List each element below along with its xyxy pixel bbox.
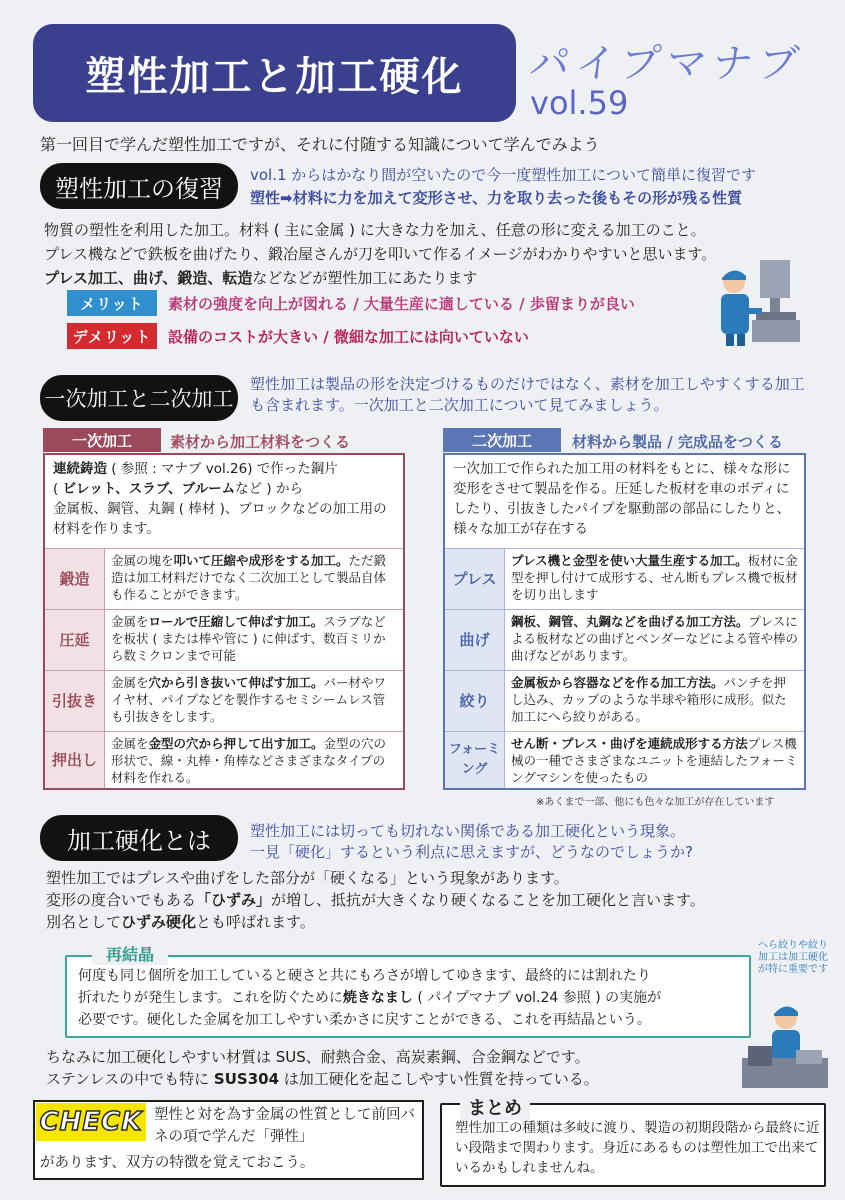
table-row bbox=[445, 731, 804, 788]
row-body bbox=[105, 610, 403, 670]
secondary-processing-panel bbox=[443, 453, 806, 790]
row-pre: 金属を bbox=[111, 614, 149, 629]
intro-line: など ) から bbox=[235, 481, 303, 497]
materials-line: ちなみに加工硬化しやすい材質は SUS、耐熱合金、高炭素鋼、合金鋼などです。 bbox=[46, 1048, 590, 1066]
section-heading-primary-secondary: 一次加工と二次加工 bbox=[40, 375, 238, 421]
row-text: ただ鍛造は加工材料だけでなく二次加工として製品自体も作ることができます。 bbox=[111, 553, 387, 602]
intro-line: ( 参照 : マナブ vol.26) で作った鋼片 bbox=[107, 461, 338, 477]
primary-processing-title: 一次加工 bbox=[43, 428, 161, 452]
materials-line bbox=[46, 1068, 599, 1090]
demerit-badge: デメリット bbox=[67, 323, 157, 349]
secondary-intro: 一次加工で作られた加工用の材料をもとに、様々な形に変形をさせて製品を作る。圧延した板材を車のボディにしたり、引抜きしたパイプを駆動部の部品にしたりと、様々な加工が存在する bbox=[453, 461, 791, 537]
line-post: とも呼ばれます。 bbox=[196, 913, 315, 931]
section-heading-review: 塑性加工の復習 bbox=[40, 163, 238, 209]
recrystallization-label: 再結晶 bbox=[92, 942, 168, 965]
demerit-text: 設備のコストが大きい / 微細な加工には向いていない bbox=[168, 328, 529, 346]
table-row bbox=[45, 609, 403, 670]
strain-hardening-term: ひずみ硬化 bbox=[121, 913, 197, 931]
row-body bbox=[505, 610, 804, 670]
process-list: プレス加工、曲げ、鍛造、転造 bbox=[44, 269, 253, 287]
check-text-continued: があります、双方の特徴を覚えておこう。 bbox=[40, 1155, 315, 1171]
row-label: 引抜き bbox=[45, 671, 105, 731]
row-label: 押出し bbox=[45, 732, 105, 788]
row-text: プレスによる板材などの曲げとベンダーなどによる管や棒の曲げなどがあります。 bbox=[511, 614, 799, 663]
line-pre: 変形の度合いでもある bbox=[46, 891, 197, 909]
primary-secondary-description: 塑性加工は製品の形を決定づけるものだけではなく、素材を加工しやすくする加工も含まれます。一次加工と二次加工について見てみましょう。 bbox=[250, 375, 805, 414]
intro-paren: ( bbox=[53, 481, 63, 497]
annealing-term: 焼きなまし bbox=[342, 990, 413, 1006]
volume-number: vol.59 bbox=[530, 84, 629, 122]
series-name: パイプマナブ bbox=[527, 41, 807, 87]
row-label: 曲げ bbox=[445, 610, 505, 670]
work-hardening-desc-line: 塑性加工には切っても切れない関係である加工硬化という現象。 bbox=[250, 822, 686, 840]
row-body bbox=[505, 732, 804, 788]
row-text: 金型の穴の形状で、線・丸棒・角棒などさまざまなタイプの材料を作れる。 bbox=[111, 736, 387, 785]
intro-text: 第一回目で学んだ塑性加工ですが、それに付随する知識について学んでみよう bbox=[40, 135, 600, 154]
primary-processing-panel bbox=[43, 453, 405, 790]
row-lead: ロールで圧縮して伸ばす加工。 bbox=[148, 614, 324, 629]
row-body bbox=[505, 671, 804, 731]
row-text: 板材に金型を押し付けて成形する、せん断もプレス機で板材を切り出します bbox=[511, 553, 798, 602]
row-lead: 金属板から容器などを作る加工方法。 bbox=[511, 675, 724, 690]
line-pre: 別名として bbox=[46, 913, 122, 931]
table-row bbox=[45, 670, 403, 731]
row-pre: 金属を bbox=[111, 675, 149, 690]
line-post: は加工硬化を起こしやすい性質を持っている。 bbox=[279, 1070, 599, 1088]
intro-line: 金属板、鋼管、丸鋼 ( 棒材 )、ブロックなどの加工用の材料を作ります。 bbox=[53, 501, 387, 537]
primary-processing-subtitle: 素材から加工材料をつくる bbox=[170, 433, 351, 451]
recryst-line: 必要です。硬化した金属を加工しやすい柔かさに戻すことができる、これを再結晶という。 bbox=[78, 1012, 651, 1028]
primary-intro bbox=[45, 455, 403, 548]
row-label: フォーミング bbox=[445, 732, 505, 788]
row-body bbox=[105, 732, 403, 788]
summary-text: 塑性加工の種類は多岐に渡り、製造の初期段階から最終に近い段階まで関わります。身近にあるものは塑性加工で出来ているかもしれませんね。 bbox=[455, 1120, 820, 1176]
merit-badge: メリット bbox=[67, 290, 157, 316]
work-hardening-description bbox=[250, 821, 810, 863]
row-text: パンチを押し込み、カップのような半球や箱形に成形。似た加工にへら絞りがある。 bbox=[511, 675, 787, 724]
row-label: 絞り bbox=[445, 671, 505, 731]
table-row bbox=[45, 548, 403, 609]
row-body bbox=[105, 549, 403, 609]
billet-list: ビレット、スラブ、ブルーム bbox=[62, 481, 236, 497]
merit-text: 素材の強度を向上が図れる / 大量生産に適している / 歩留まりが良い bbox=[168, 295, 635, 313]
row-text: バー材やワイヤ材、パイプなどを製作するセミシームレス管も引抜きをします。 bbox=[111, 675, 387, 724]
line-pre: 折れたりが発生します。これを防ぐために bbox=[78, 990, 343, 1006]
row-lead: 穴から引き抜いて伸ばす加工。 bbox=[148, 675, 324, 690]
row-pre: 金属の塊を bbox=[111, 553, 174, 568]
row-lead: 金型の穴から押して出す加工。 bbox=[148, 736, 324, 751]
recryst-line bbox=[78, 987, 746, 1009]
row-lead: せん断・プレス・曲げを連続成形する方法 bbox=[511, 736, 748, 751]
recryst-line: 何度も同じ個所を加工していると硬さと共にもろさが増してゆきます、最終的には割れたり bbox=[78, 968, 651, 984]
continuous-casting: 連続鋳造 bbox=[53, 461, 107, 477]
row-text: プレス機械の一種でさまざまなユニットを連結したフォーミングマシンを使ったもの bbox=[511, 736, 798, 785]
table-row bbox=[445, 548, 804, 609]
table-row bbox=[445, 609, 804, 670]
work-hardening-line: 塑性加工ではプレスや曲げをした部分が「硬くなる」という現象があります。 bbox=[46, 869, 569, 887]
row-label: 鍛造 bbox=[45, 549, 105, 609]
row-lead: プレス機と金型を使い大量生産する加工。 bbox=[511, 553, 748, 568]
row-body bbox=[105, 671, 403, 731]
row-pre: 金属を bbox=[111, 736, 149, 751]
work-hardening-body bbox=[46, 867, 705, 933]
spinning-note: へら絞りや絞り加工は加工硬化が特に重要です bbox=[758, 940, 828, 975]
row-body bbox=[505, 549, 804, 609]
strain-term: 「ひずみ」 bbox=[196, 891, 272, 909]
row-lead: 叩いて圧縮や成形をする加工。 bbox=[173, 553, 349, 568]
footnote: ※あくまで一部、他にも色々な加工が存在しています bbox=[536, 797, 775, 808]
line-pre: ステンレスの中でも特に bbox=[46, 1070, 214, 1088]
secondary-processing-subtitle: 材料から製品 / 完成品をつくる bbox=[572, 433, 783, 451]
process-list-tail: などなどが塑性加工にあたります bbox=[252, 269, 478, 287]
summary-title: まとめ bbox=[460, 1094, 530, 1120]
page-title: 塑性加工と加工硬化 bbox=[33, 24, 516, 122]
worker-lathe-illustration bbox=[738, 1000, 833, 1095]
line-post: が増し、抵抗が大きくなり硬くなることを加工硬化と言います。 bbox=[271, 891, 705, 909]
review-note: vol.1 からはかなり間が空いたので今一度塑性加工について簡単に復習です bbox=[250, 166, 757, 184]
work-hardening-desc-line: 一見「硬化」するという利点に思えますが、どうなのでしょうか? bbox=[250, 843, 693, 861]
review-body-line bbox=[44, 266, 814, 290]
sus304-term: SUS304 bbox=[213, 1070, 280, 1088]
secondary-processing-title: 二次加工 bbox=[443, 428, 561, 452]
row-label: プレス bbox=[445, 549, 505, 609]
review-body bbox=[44, 218, 814, 290]
worker-press-illustration bbox=[712, 258, 812, 348]
review-body-line: 物質の塑性を利用した加工。材料 ( 主に金属 ) に大きな力を加え、任意の形に変える加工のこと。 bbox=[44, 221, 706, 239]
row-label: 圧延 bbox=[45, 610, 105, 670]
table-row bbox=[445, 670, 804, 731]
check-label: CHECK bbox=[36, 1103, 146, 1141]
table-row bbox=[45, 731, 403, 788]
materials-text bbox=[46, 1046, 599, 1090]
check-text: 塑性と対を為す金属の性質として前回バネの項で学んだ「弾性」 bbox=[154, 1107, 415, 1145]
section-heading-work-hardening: 加工硬化とは bbox=[40, 815, 238, 861]
line-post: ( パイプマナブ vol.24 参照 ) の実施が bbox=[412, 990, 662, 1006]
row-lead: 鋼板、鋼管、丸鋼などを曲げる加工方法。 bbox=[511, 614, 749, 629]
work-hardening-line bbox=[46, 911, 705, 933]
plasticity-definition: 塑性➡材料に力を加えて変形させ、力を取り去った後もその形が残る性質 bbox=[250, 189, 743, 207]
work-hardening-line bbox=[46, 889, 705, 911]
row-text: スラブなどを板状 ( または棒や管に ) に伸ばす、数百ミリから数ミクロンまで可能 bbox=[111, 614, 386, 663]
review-body-line: プレス機などで鉄板を曲げたり、鍛冶屋さんが刀を叩いて作るイメージがわかりやすいと思います。 bbox=[44, 245, 717, 263]
recrystallization-text bbox=[78, 965, 746, 1031]
